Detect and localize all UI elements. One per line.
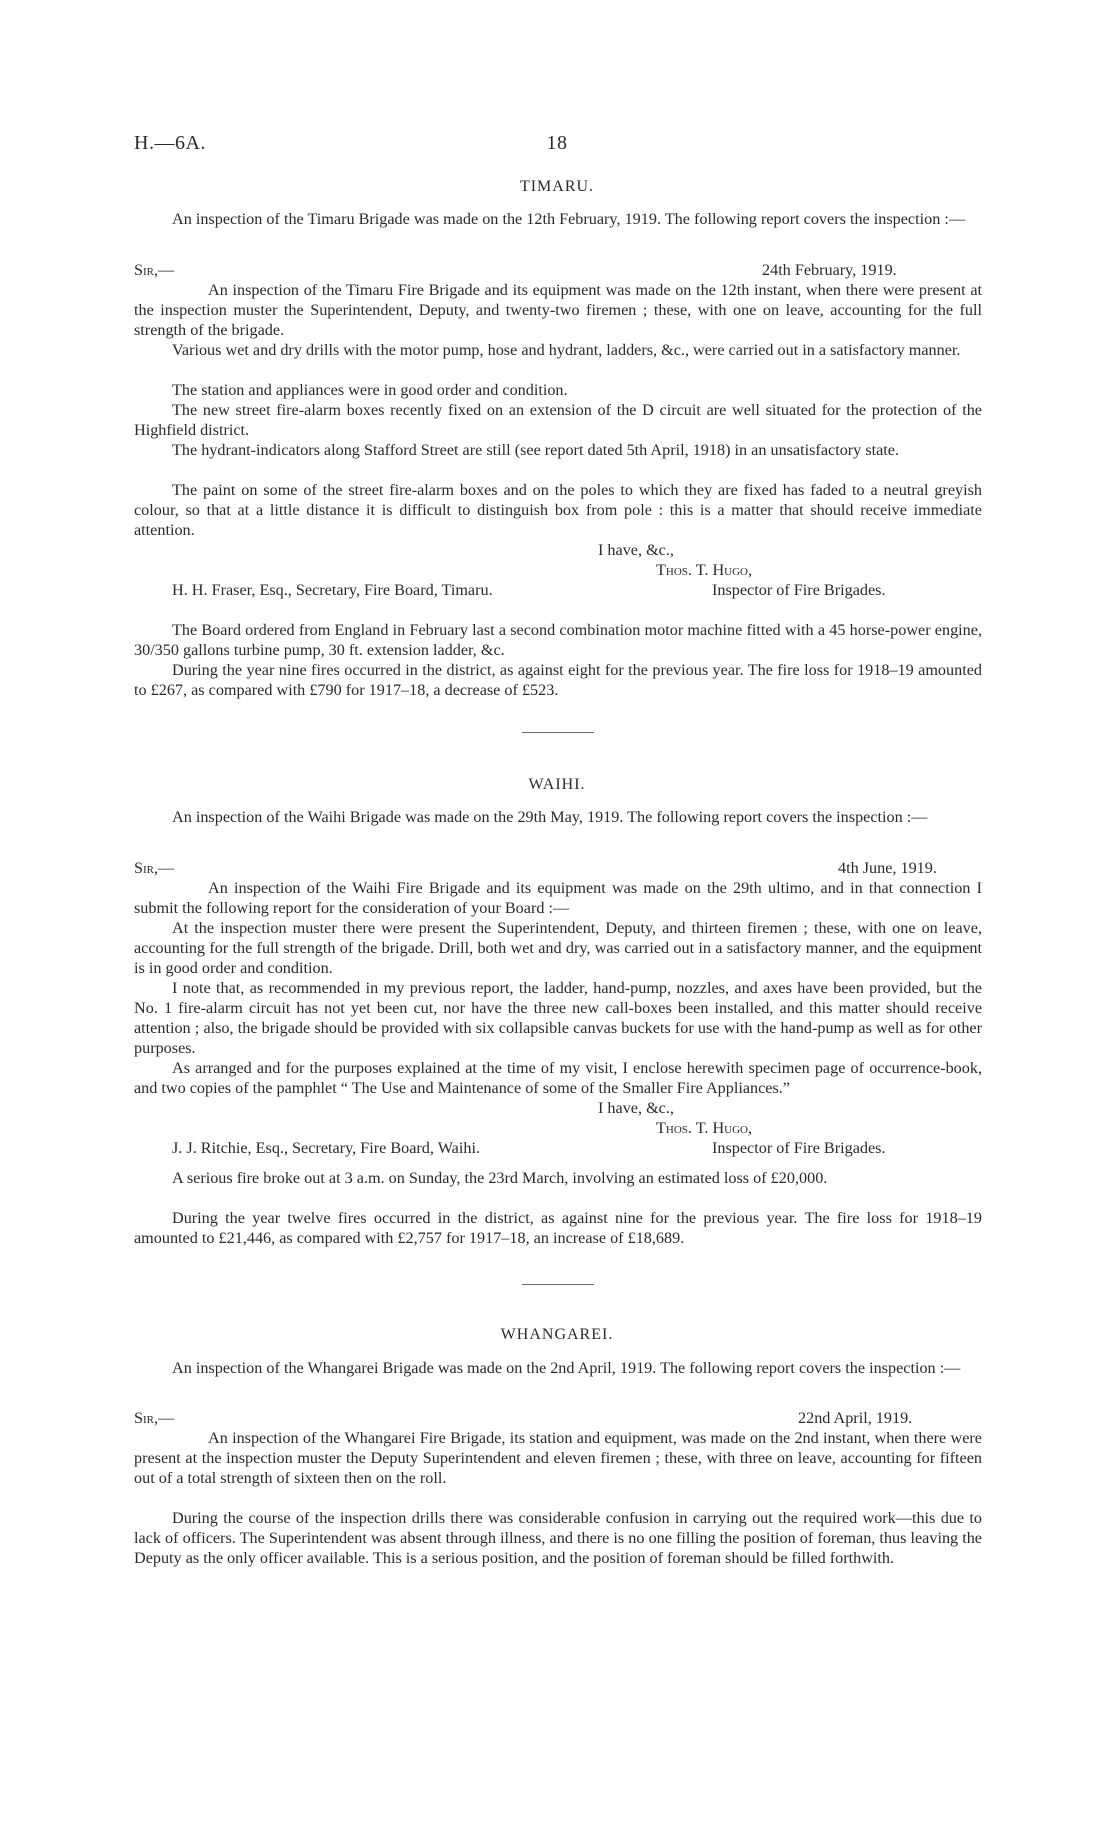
waihi-paragraph: An inspection of the Waihi Fire Brigade and its equipment was made on the 29th ultimo, and in that connection I submit the following report for the consideration of your Board :— [134,879,982,917]
whangarei-intro: An inspection of the Whangarei Brigade was made on the 2nd April, 1919. The following report covers the inspection :— [172,1359,961,1377]
section-divider [522,1284,594,1285]
whangarei-salutation: Sir,— [134,1409,175,1427]
waihi-signatory-title: Inspector of Fire Brigades. [712,1139,886,1157]
timaru-closing: I have, &c., [598,541,674,559]
timaru-paragraph: The hydrant-indicators along Stafford Street are still (see report dated 5th April, 1918) in an unsatisfactory state. [172,441,900,459]
section-divider [522,732,594,733]
waihi-paragraph: As arranged and for the purposes explained at the time of my visit, I enclose herewith specimen page of occurrence-book, and two copies of the pamphlet “ The Use and Maintenance of some of the Smaller Fire Appliances.” [134,1059,982,1097]
timaru-paragraph: The station and appliances were in good order and condition. [172,381,568,399]
waihi-signatory: Thos. T. Hugo, [656,1119,753,1137]
timaru-signatory-title: Inspector of Fire Brigades. [712,581,886,599]
timaru-addressee: H. H. Fraser, Esq., Secretary, Fire Board, Timaru. [172,581,493,599]
waihi-intro: An inspection of the Waihi Brigade was made on the 29th May, 1919. The following report covers the inspection :— [172,808,928,826]
timaru-salutation: Sir,— [134,261,175,279]
waihi-salutation: Sir,— [134,859,175,877]
timaru-after-paragraph: The Board ordered from England in February last a second combination motor machine fitted with a 45 horse-power engine, 30/350 gallons turbine pump, 30 ft. extension ladder, &c. [134,621,982,659]
section-title-waihi: WAIHI. [528,776,586,793]
timaru-after-paragraph: During the year nine fires occurred in the district, as against eight for the previous year. The fire loss for 1918–19 amounted to £267, as compared with £790 for 1917–18, a decrease of £523. [134,661,982,699]
page-reference: H.—6A. [134,132,206,154]
timaru-paragraph: The paint on some of the street fire-alarm boxes and on the poles to which they are fixed has faded to a neutral greyish colour, so that at a little distance it is difficult to distinguish box from pole : this is a matter that should receive immediate attention. [134,481,982,539]
whangarei-paragraph: An inspection of the Whangarei Fire Brigade, its station and equipment, was made on the 2nd instant, when there were present at the inspection muster the Deputy Superintendent and eleven firemen ; these, with three on leave, accounting for fifteen out of a total strength of sixteen then on the roll. [134,1429,982,1487]
timaru-date: 24th February, 1919. [762,261,897,279]
waihi-addressee: J. J. Ritchie, Esq., Secretary, Fire Board, Waihi. [172,1139,480,1157]
waihi-paragraph: I note that, as recommended in my previous report, the ladder, hand-pump, nozzles, and axes have been provided, but the No. 1 fire-alarm circuit has not yet been cut, nor have the three new call-boxes been installed, and this matter should receive attention ; also, the brigade should be provided with six collapsible canvas buckets for use with the hand-pump as well as for other purposes. [134,979,982,1057]
waihi-paragraph: At the inspection muster there were present the Superintendent, Deputy, and thirteen firemen ; these, with one on leave, accounting for the full strength of the brigade. Drill, both wet and dry, was carried out in a satisfactory manner, and the equipment is in good order and condition. [134,919,982,977]
waihi-date: 4th June, 1919. [838,859,937,877]
page-number: 18 [546,132,568,154]
section-title-whangarei: WHANGAREI. [500,1326,614,1343]
timaru-intro: An inspection of the Timaru Brigade was made on the 12th February, 1919. The following report covers the inspection :— [172,210,966,228]
whangarei-paragraph: During the course of the inspection drills there was considerable confusion in carrying out the required work—this due to lack of officers. The Superintendent was absent through illness, and there is no one filling the position of foreman, thus leaving the Deputy as the only officer available. This is a serious position, and the position of foreman should be filled forthwith. [134,1509,982,1567]
waihi-after-paragraph: During the year twelve fires occurred in the district, as against nine for the previous year. The fire loss for 1918–19 amounted to £21,446, as compared with £2,757 for 1917–18, an increase of £18,689. [134,1209,982,1247]
timaru-signatory: Thos. T. Hugo, [656,561,753,579]
waihi-closing: I have, &c., [598,1099,674,1117]
whangarei-date: 22nd April, 1919. [798,1409,913,1427]
timaru-paragraph: An inspection of the Timaru Fire Brigade and its equipment was made on the 12th instant, when there were present at the inspection muster the Superintendent, Deputy, and twenty-two firemen ; these, with one on leave, accounting for the full strength of the brigade. [134,281,982,339]
timaru-paragraph: The new street fire-alarm boxes recently fixed on an extension of the D circuit are well situated for the protection of the Highfield district. [134,401,982,439]
section-title-timaru: TIMARU. [519,178,595,195]
timaru-paragraph: Various wet and dry drills with the motor pump, hose and hydrant, ladders, &c., were carried out in a satisfactory manner. [172,341,961,359]
waihi-after-paragraph: A serious fire broke out at 3 a.m. on Sunday, the 23rd March, involving an estimated loss of £20,000. [172,1169,828,1187]
